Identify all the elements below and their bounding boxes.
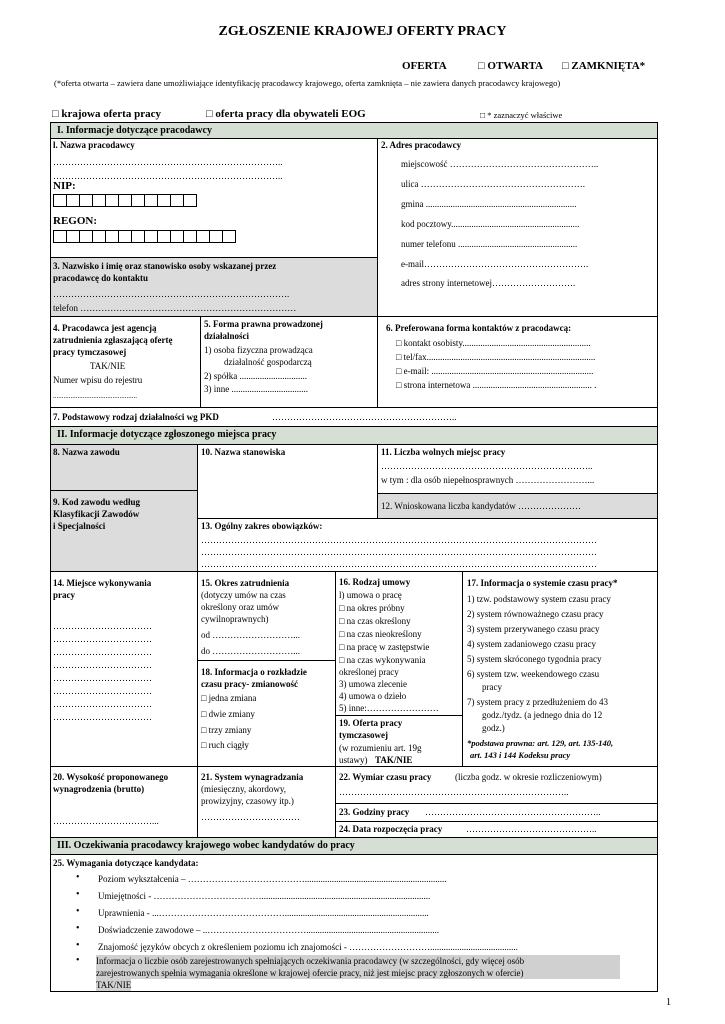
licenses-input[interactable]: Uprawnienia - ...……………………………………................................................................ — [98, 908, 429, 918]
municipality-input[interactable]: gmina ................................................................... — [401, 199, 577, 209]
legal-form-option-3[interactable]: 3) inne .................................. — [204, 384, 308, 394]
occupation-code-label-3: i Specjalności — [53, 521, 106, 531]
bullet-icon: • — [76, 923, 80, 934]
contact-phone-input[interactable]: telefon ……………………………………………………………… — [53, 303, 297, 313]
regon-cells[interactable] — [53, 230, 235, 243]
phone-number-input[interactable]: numer telefonu ..................................................... — [401, 239, 578, 249]
pkd-input[interactable]: 7. Podstawowy rodzaj działalności wg PKD — [53, 412, 219, 422]
legal-form-option-1b: działalność gospodarczą — [224, 357, 312, 367]
occupation-name-label: 8. Nazwa zawodu — [53, 447, 120, 457]
legal-form-label-1: 5. Forma prawna prowadzonej — [204, 319, 323, 329]
employer-name-line-2[interactable]: ………………………………………………………………….. — [53, 171, 283, 181]
work-place-line-7[interactable]: …………………………… — [53, 699, 152, 709]
pay-system-note-2: prowizyjny, czasowy itp.) — [201, 796, 294, 806]
work-hours-input[interactable]: ………………………………………………….. — [425, 807, 601, 817]
requirements-label: 25. Wymagania dotyczące kandydata: — [53, 858, 199, 868]
time-system-7b: godz./tydz. (a jednego dnia do 12 — [482, 710, 603, 720]
bullet-icon: • — [76, 906, 80, 917]
candidates-input[interactable]: 12. Wnioskowana liczba kandydatów ………………… — [381, 501, 582, 511]
temp-offer-label-2: tymczasowej — [339, 730, 388, 740]
vacancies-input[interactable]: …………………………………………………………….. — [381, 461, 593, 471]
work-place-line-5[interactable]: …………………………… — [53, 673, 152, 683]
shift-continuous-checkbox[interactable]: □ ruch ciągły — [201, 740, 249, 750]
salary-label-2: wynagrodzenia (brutto) — [53, 784, 145, 794]
education-input[interactable]: Poziom wykształcenia – …………………………………............................................................... — [98, 874, 447, 884]
nip-label: NIP: — [53, 180, 76, 192]
time-system-6[interactable]: 6) system tzw. weekendowego czasu — [467, 669, 600, 679]
employer-name-line-1[interactable]: ………………………………………………………………….. — [53, 157, 283, 167]
shift-three-checkbox[interactable]: □ trzy zmiany — [201, 725, 252, 735]
contact-preference-label: 6. Preferowana forma kontaktów z pracodawcą: — [386, 323, 572, 333]
section-1-header: I. Informacje dotyczące pracodawcy — [50, 122, 658, 139]
page-number: 1 — [666, 997, 671, 1008]
bullet-icon: • — [76, 872, 80, 883]
legal-basis-note-2: art. 143 i 144 Kodeksu pracy — [470, 750, 571, 760]
time-system-6b: pracy — [482, 682, 502, 692]
experience-input[interactable]: Doświadczenie zawodowe – ..……………………………........................................................... — [98, 925, 439, 935]
languages-input[interactable]: Znajomość języków obcych z określeniem poziomu ich znajomości - ………………………....................................... — [98, 942, 518, 952]
bullet-icon: • — [76, 940, 80, 951]
work-place-line-1[interactable]: …………………………… — [53, 621, 152, 631]
work-place-line-2[interactable]: …………………………… — [53, 634, 152, 644]
salary-label-1: 20. Wysokość proponowanego — [53, 772, 169, 782]
contract-work[interactable]: 4) umowa o dzieło — [339, 691, 407, 701]
work-dimension-label: 22. Wymiar czasu pracy — [339, 772, 432, 782]
contract-indefinite-checkbox[interactable]: □ na czas nieokreślony — [339, 629, 422, 639]
occupation-code-label-1: 9. Kod zawodu według — [53, 497, 141, 507]
temp-offer-note-2: ustawy) — [339, 755, 368, 765]
work-place-line-4[interactable]: …………………………… — [53, 660, 152, 670]
working-time-label: 17. Informacja o systemie czasu pracy* — [467, 578, 618, 588]
employment-period-note-2: określony oraz umów — [201, 602, 279, 612]
shift-label-2: czasu pracy- zmianowość — [201, 679, 298, 689]
work-hours-label: 23. Godziny pracy — [339, 807, 410, 817]
shift-one-checkbox[interactable]: □ jedna zmiana — [201, 693, 257, 703]
time-system-5[interactable]: 5) system skróconego tygodnia pracy — [467, 654, 602, 664]
offer-footnote: (*oferta otwarta – zawiera dane umożliwiające identyfikację pracodawcy krajowego, oferta zamknięta – nie zawiera danych pracodawcy krajowego) — [54, 78, 561, 88]
time-system-7[interactable]: 7) system pracy z przedłużeniem do 43 — [467, 697, 608, 707]
closed-offer-checkbox[interactable]: □ ZAMKNIĘTA* — [562, 60, 646, 72]
work-place-line-3[interactable]: …………………………… — [53, 647, 152, 657]
open-offer-checkbox[interactable]: □ OTWARTA — [478, 60, 544, 72]
position-name-label: 10. Nazwa stanowiska — [201, 447, 286, 457]
contact-person-label-1: 3. Nazwisko i imię oraz stanowisko osoby wskazanej przez — [53, 261, 277, 271]
temp-agency-yesno[interactable]: TAK/NIE — [90, 361, 126, 371]
time-system-7c: godz.) — [482, 723, 505, 733]
vacancies-disabled-input[interactable]: w tym : dla osób niepełnosprawnych ……………………... — [381, 475, 595, 485]
contact-person-label-2: pracodawcę do kontaktu — [53, 273, 149, 283]
contact-person-input[interactable]: ……………………………………………………………………. — [53, 289, 290, 299]
shift-two-checkbox[interactable]: □ dwie zmiany — [201, 709, 255, 719]
eog-offer-checkbox[interactable]: □ oferta pracy dla obywateli EOG — [206, 108, 366, 120]
form-title: ZGŁOSZENIE KRAJOWEJ OFERTY PRACY — [218, 24, 507, 39]
registry-number-label: Numer wpisu do rejestru — [53, 375, 143, 385]
work-place-label-1: 14. Miejsce wykonywania — [53, 578, 152, 588]
contact-website-checkbox[interactable]: □ strona internetowa ..................................................... . — [396, 380, 597, 390]
shift-label-1: 18. Informacja o rozkładzie — [201, 667, 307, 677]
employer-name-label: l. Nazwa pracodawcy — [53, 140, 135, 150]
temp-offer-yesno[interactable]: TAK/NIE — [375, 755, 413, 765]
legal-form-option-1[interactable]: 1) osoba fizyczna prowadząca — [204, 345, 313, 355]
street-input[interactable]: ulica ………………………………………………. — [401, 179, 585, 189]
time-system-2[interactable]: 2) system równoważnego czasu pracy — [467, 609, 604, 619]
legal-form-label-2: działalności — [204, 331, 250, 341]
employment-period-label: 15. Okres zatrudnienia — [201, 578, 290, 588]
duties-line-3[interactable]: …………………………………………………………………………………………………………………… — [201, 559, 597, 569]
contact-personal-checkbox[interactable]: □ kontakt osobisty......................................................... — [396, 338, 591, 348]
salary-input[interactable]: ……………………………... — [53, 816, 159, 826]
occupation-code-label-2: Klasyfikacji Zawodów — [53, 509, 140, 519]
temp-agency-label-2: zatrudnienia zgłaszającą ofertę — [53, 335, 173, 345]
email-input[interactable]: e-mail………………………………………………. — [401, 259, 589, 269]
bullet-icon: • — [76, 955, 80, 966]
city-input[interactable]: miejscowość ………………………………………….. — [401, 159, 599, 169]
duties-line-2[interactable]: …………………………………………………………………………………………………………………… — [201, 547, 597, 557]
contract-task-checkbox[interactable]: □ na czas wykonywania — [339, 655, 426, 665]
time-system-1[interactable]: 1) tzw. podstawowy system czasu pracy — [467, 594, 611, 604]
contract-mandate[interactable]: 3) umowa zlecenie — [339, 679, 407, 689]
start-date-label: 24. Data rozpoczęcia pracy — [339, 824, 443, 834]
offer-label: OFERTA — [402, 60, 447, 72]
temp-offer-label-1: 19. Oferta pracy — [339, 718, 403, 728]
work-dimension-input[interactable]: ………………………………………………………………….. — [339, 787, 569, 797]
candidate-info-line-2: zarejestrowanych spełnia wymagania określone w krajowej ofercie pracy, niż jest miejsc pracy zgłoszonych w ofercie) — [96, 967, 620, 979]
registry-number-input[interactable]: ................................................ — [53, 392, 137, 400]
select-note: □ * zaznaczyć właściwe — [480, 110, 563, 120]
legal-basis-note-1: *podstawa prawna: art. 129, art. 135-140, — [467, 738, 614, 748]
pay-system-input[interactable]: …………………………… — [201, 812, 300, 822]
temp-offer-note: (w rozumieniu art. 19g — [339, 743, 422, 753]
bullet-icon: • — [76, 889, 80, 900]
legal-form-option-2[interactable]: 2) spółka .............................. — [204, 371, 307, 381]
employer-address-label: 2. Adres pracodawcy — [381, 140, 462, 150]
contact-email-checkbox[interactable]: □ e-mail: ........................................................................ — [396, 366, 594, 376]
work-place-label-2: pracy — [53, 590, 75, 600]
pay-system-label: 21. System wynagradzania — [201, 772, 304, 782]
skills-input[interactable]: Umiejętności - ………………………………........................................................................... — [98, 891, 431, 901]
contract-employment[interactable]: l) umowa o pracę — [339, 590, 402, 600]
start-date-input[interactable]: …………………………………….. — [466, 824, 597, 834]
temp-agency-label-3: pracy tymczasowej — [53, 347, 127, 357]
time-system-4[interactable]: 4) system zadaniowego czasu pracy — [467, 639, 596, 649]
work-place-line-8[interactable]: …………………………… — [53, 712, 152, 722]
contract-type-label: 16. Rodzaj umowy — [339, 577, 411, 587]
duties-label: 13. Ogólny zakres obowiązków: — [201, 521, 323, 531]
nip-cells[interactable] — [53, 194, 196, 207]
contact-telfax-checkbox[interactable]: □ tel/fax........................................................................... — [396, 352, 596, 362]
time-system-3[interactable]: 3) system przerywanego czasu pracy — [467, 624, 600, 634]
employment-period-note-1: (dotyczy umów na czas — [201, 590, 286, 600]
period-to-input[interactable]: do ………………………... — [201, 646, 300, 656]
period-from-input[interactable]: od ………………………... — [201, 630, 300, 640]
section-2-header: II. Informacje dotyczące zgłoszonego miejsca pracy — [50, 426, 658, 445]
work-dimension-note: (liczba godz. w okresie rozliczeniowym) — [455, 772, 602, 782]
pay-system-note-1: (miesięczny, akordowy, — [201, 784, 287, 794]
candidate-info-line-1: Informacja o liczbie osób zarejestrowanych spełniających oczekiwania pracodawcy (w szczególności, gdy więcej osób — [96, 955, 620, 967]
temp-agency-label-1: 4. Pracodawca jest agencją — [53, 323, 157, 333]
contract-replacement-checkbox[interactable]: □ na pracę w zastępstwie — [339, 642, 430, 652]
contract-task-note: określonej pracy — [339, 667, 399, 677]
contract-trial-checkbox[interactable]: □ na okres próbny — [339, 603, 405, 613]
national-offer-checkbox[interactable]: □ krajowa oferta pracy — [52, 108, 161, 120]
duties-line-1[interactable]: …………………………………………………………………………………………………………………… — [201, 535, 597, 545]
regon-label: REGON: — [53, 215, 97, 227]
employment-period-note-3: cywilnoprawnych) — [201, 614, 269, 624]
candidate-info-yesno[interactable]: TAK/NIE — [96, 980, 132, 990]
contract-fixed-checkbox[interactable]: □ na czas określony — [339, 616, 411, 626]
pkd-dots[interactable]: …………………………………………………….. — [272, 412, 457, 422]
contract-other[interactable]: 5) inne:…………………… — [339, 703, 439, 713]
postal-code-input[interactable]: kod pocztowy......................................................... — [401, 219, 580, 229]
vacancies-label: 11. Liczba wolnych miejsc pracy — [381, 447, 506, 457]
website-input[interactable]: adres strony internetowej………………………. — [401, 278, 576, 288]
work-place-line-6[interactable]: …………………………… — [53, 686, 152, 696]
section-3-header: III. Oczekiwania pracodawcy krajowego wobec kandydatów do pracy — [50, 837, 658, 855]
